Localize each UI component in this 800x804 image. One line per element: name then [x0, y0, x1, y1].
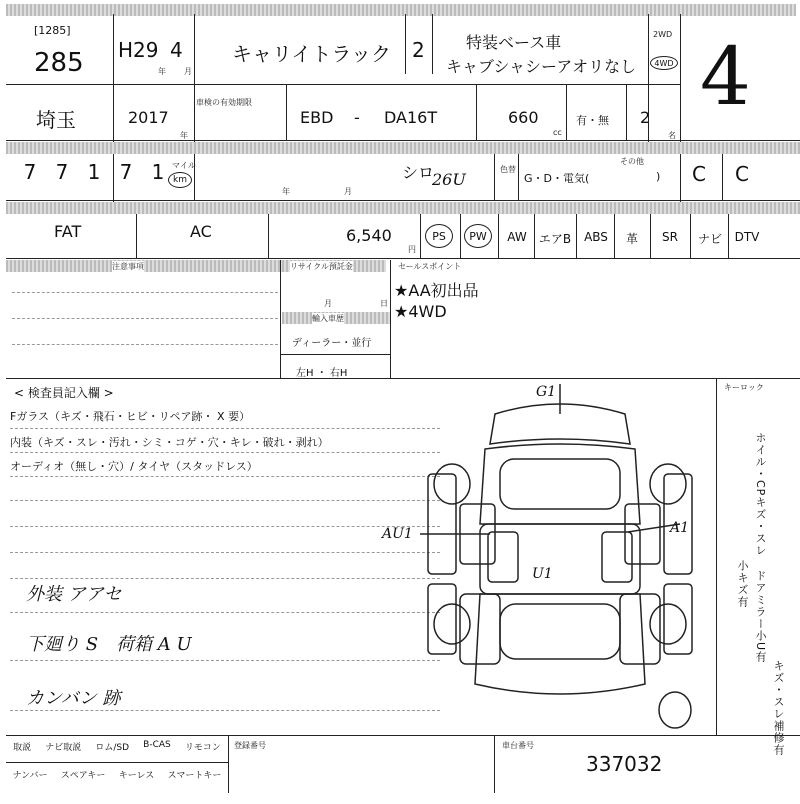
key-lock-header: キーロック	[724, 383, 764, 392]
mileage-digit: 7	[119, 160, 133, 184]
divider	[518, 154, 519, 200]
model-dash: -	[354, 108, 360, 127]
option-airbag: エアB	[538, 232, 572, 246]
accessory-row	[6, 768, 228, 781]
divider	[286, 84, 287, 140]
option-pw-circled: PW	[464, 224, 492, 248]
color-change-label: 色替	[500, 165, 516, 174]
dashed-line	[12, 344, 278, 345]
recycle-header: リサイクル預託金	[290, 262, 353, 271]
mileage-digit: 7	[23, 160, 37, 184]
interior-grade: C	[735, 162, 749, 186]
paint-type: G・D・電気(	[524, 172, 590, 185]
lot-code: [1285]	[34, 24, 71, 37]
divider	[390, 260, 391, 378]
car-name: キャリイトラック	[232, 42, 391, 66]
steering-option: 左H ・ 右H	[296, 368, 348, 379]
handwritten-underbody: 下廻り S 荷箱 A U	[26, 634, 192, 655]
divider	[6, 378, 800, 379]
divider	[722, 154, 723, 200]
interior-line: 内装（キズ・スレ・汚れ・シミ・コゲ・穴・キレ・破れ・剥れ）	[10, 436, 329, 449]
reg-month: 4	[170, 38, 183, 62]
divider	[6, 84, 680, 85]
air-conditioning: AC	[190, 222, 212, 241]
displacement-unit: cc	[553, 128, 562, 137]
dashed-line	[10, 710, 440, 711]
dashed-line	[10, 500, 440, 501]
inspector-title: < 検査員記入欄 >	[14, 386, 114, 400]
sales-point: ★4WD	[394, 302, 447, 321]
divider	[494, 735, 495, 793]
side-note-mirror: ドアミラー小U有	[754, 570, 767, 664]
dashed-line	[10, 428, 440, 429]
dashed-line	[10, 526, 440, 527]
dashed-line	[10, 660, 440, 661]
accessory-row	[6, 740, 228, 753]
drive-4wd-circled: 4WD	[650, 56, 678, 70]
era-year: H29	[118, 38, 159, 62]
diagram-mark-au1: AU1	[382, 526, 413, 542]
diagram-mark-g1: G1	[536, 384, 557, 400]
paint-close: )	[656, 170, 661, 183]
seats: 2	[412, 38, 425, 62]
divider	[6, 200, 800, 201]
option-ps-circled: PS	[425, 224, 453, 248]
chassis-number: 337032	[586, 752, 663, 776]
color-name: シロ	[402, 163, 435, 182]
month-label: 月	[344, 187, 352, 196]
option-sunroof: SR	[662, 230, 678, 244]
divider	[650, 214, 651, 258]
western-year-unit: 年	[180, 131, 188, 140]
accessory-item: 取説	[13, 743, 32, 753]
accessory-item: キーレス	[118, 771, 155, 781]
divider	[6, 140, 800, 141]
history-header: 輸入車歴	[312, 314, 344, 323]
day-label: 日	[380, 299, 388, 308]
paint-other-label: その他	[620, 157, 644, 166]
divider	[420, 214, 421, 258]
accessory-item: スペアキー	[60, 771, 106, 781]
divider	[268, 214, 269, 258]
mileage-digits	[14, 160, 174, 184]
divider	[136, 214, 137, 258]
month-label: 月	[324, 299, 332, 308]
diagram-mark-a1: A1	[670, 520, 690, 536]
mileage-unit-mile: マイル	[172, 161, 196, 170]
price-unit: 円	[408, 245, 416, 254]
accessory-item: リモコン	[184, 743, 221, 753]
notes-header: 注意事項	[112, 262, 144, 271]
grade-line2: キャブシャシーアオリなし	[446, 57, 637, 76]
accessory-item: ナンバー	[12, 771, 48, 781]
auction-score: 4	[700, 30, 751, 123]
audio-tire-line: オーディオ（無し・穴）/ タイヤ（スタッドレス）	[10, 460, 258, 473]
model-prefix: EBD	[300, 108, 334, 127]
divider	[576, 214, 577, 258]
divider	[626, 84, 627, 140]
accessory-item: スマートキー	[167, 771, 222, 781]
divider	[405, 14, 406, 74]
mileage-digit: 1	[87, 160, 101, 184]
lot-number: 285	[34, 48, 84, 78]
divider	[476, 84, 477, 140]
side-note-small-scratch: 小キズ有	[736, 560, 749, 608]
handwritten-signage: カンバン 跡	[26, 688, 121, 709]
divider	[6, 735, 800, 736]
year-label: 年	[282, 187, 290, 196]
glass-line: Fガラス（キズ・飛石・ヒビ・リペア跡・ X 要）	[10, 410, 251, 423]
turbo: 有・無	[576, 114, 609, 127]
dealer-option: ディーラー・並行	[292, 338, 372, 349]
drive-2wd: 2WD	[653, 30, 673, 39]
option-aw: AW	[507, 230, 527, 244]
dashed-line	[12, 318, 278, 319]
mileage-digit: 7	[55, 160, 69, 184]
side-note-wheel: ホイル・CPキズ・スレ	[754, 432, 767, 557]
header-strip	[6, 142, 800, 154]
divider	[6, 258, 800, 259]
car-damage-diagram	[400, 384, 720, 734]
dashed-line	[10, 612, 440, 613]
dashed-line	[10, 578, 440, 579]
side-note-repair: キズ・スレ補修有	[772, 660, 785, 756]
dashed-line	[10, 452, 440, 453]
divider	[680, 14, 681, 214]
divider	[194, 154, 195, 200]
doors-unit: 名	[668, 131, 676, 140]
transmission: FAT	[54, 222, 82, 241]
mileage-digit: 1	[151, 160, 165, 184]
exterior-grade: C	[692, 162, 706, 186]
divider	[690, 214, 691, 258]
divider	[728, 214, 729, 258]
inspection-label: 車検の有効期限	[196, 98, 252, 107]
accessory-item: ロム/SD	[95, 743, 130, 753]
divider	[228, 735, 229, 793]
month-label: 月	[184, 67, 192, 76]
mileage-unit-km: km	[168, 172, 192, 188]
divider	[6, 762, 228, 763]
divider	[494, 154, 495, 200]
dashed-line	[12, 292, 278, 293]
option-leather: 革	[625, 232, 638, 246]
dashed-line	[10, 476, 440, 477]
displacement: 660	[508, 108, 539, 127]
divider	[280, 260, 281, 378]
dashed-line	[10, 552, 440, 553]
divider	[566, 84, 567, 140]
western-year: 2017	[128, 108, 169, 127]
divider	[280, 354, 390, 355]
diagram-mark-u1: U1	[532, 566, 553, 582]
option-navi: ナビ	[697, 232, 722, 246]
sales-header: セールスポイント	[398, 262, 462, 271]
divider	[614, 214, 615, 258]
region: 埼玉	[36, 108, 76, 132]
chassis-number-label: 車台番号	[502, 741, 534, 750]
price: 6,540	[346, 226, 392, 245]
year-label: 年	[158, 67, 166, 76]
accessory-item: B-CAS	[143, 740, 171, 750]
divider	[716, 378, 717, 735]
registration-number-label: 登録番号	[234, 741, 266, 750]
divider	[460, 214, 461, 258]
color-code: 26U	[432, 170, 466, 189]
divider	[534, 214, 535, 258]
option-dtv: DTV	[734, 230, 760, 244]
divider	[432, 14, 433, 74]
doors: 2	[640, 108, 651, 127]
accessory-item: ナビ取説	[45, 743, 82, 753]
handwritten-exterior: 外装 アアセ	[26, 584, 122, 605]
divider	[498, 214, 499, 258]
model-code: DA16T	[384, 108, 438, 127]
header-strip	[6, 202, 800, 214]
option-abs: ABS	[584, 230, 608, 244]
sales-point: ★AA初出品	[394, 281, 479, 300]
divider	[194, 14, 195, 144]
grade-line1: 特装ベース車	[466, 33, 562, 52]
